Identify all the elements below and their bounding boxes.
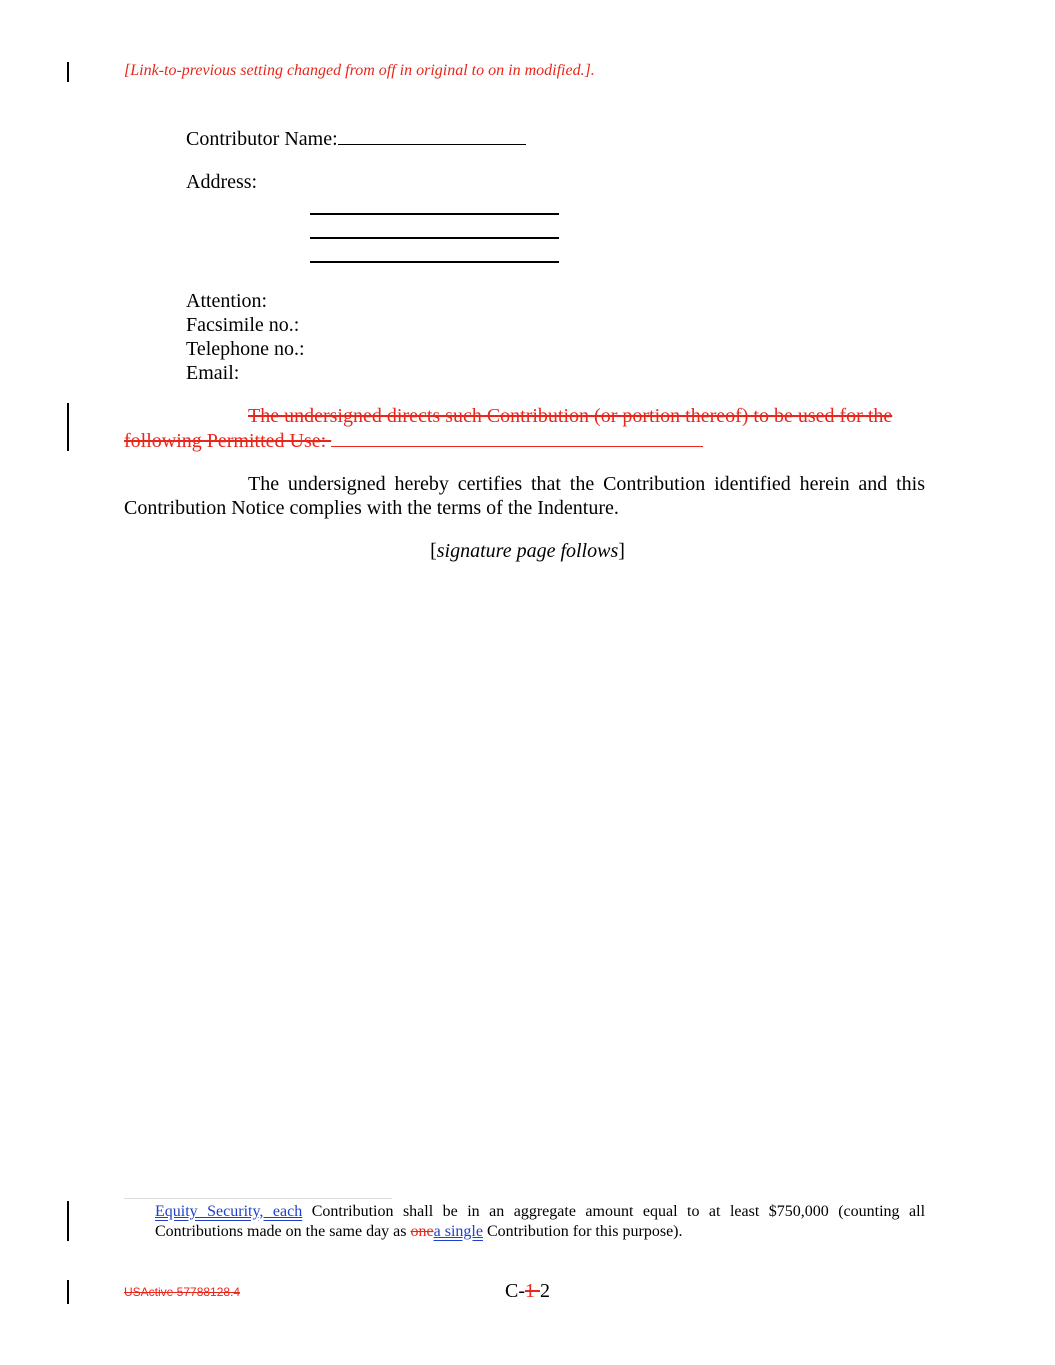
address-line-2 bbox=[310, 237, 559, 239]
change-bar-header bbox=[67, 62, 69, 82]
permitted-use-blank bbox=[331, 428, 703, 447]
footnote bbox=[155, 1202, 925, 1242]
deleted-paragraph-line-2: following Permitted Use: bbox=[124, 430, 332, 452]
footnote-text-2: Contribution for this purpose). bbox=[482, 1223, 683, 1240]
certification-paragraph bbox=[124, 472, 925, 520]
deleted-paragraph-line-1: The undersigned directs such Contribution (or portion thereof) to be used for the bbox=[248, 405, 893, 427]
email-label: Email: bbox=[186, 362, 240, 384]
footnote-text-1: Contribution shall be in an aggregate amount equal to at least $750,000 (counting all Contributions made on the same day as bbox=[155, 1203, 926, 1240]
contributor-name-blank bbox=[338, 125, 526, 145]
page-number-current: 2 bbox=[540, 1280, 550, 1302]
signature-follows-text: signature page follows bbox=[436, 540, 619, 562]
page-number: C-1 2 bbox=[505, 1280, 550, 1302]
certification-line-1: The undersigned hereby certifies that the Contribution identified herein and this bbox=[248, 473, 925, 495]
deleted-permitted-use-paragraph bbox=[124, 404, 925, 453]
attention-label: Attention: bbox=[186, 290, 268, 312]
change-bar-footnote bbox=[67, 1201, 69, 1241]
footnote-inserted-lead: Equity Security, each bbox=[155, 1203, 303, 1220]
footnote-separator bbox=[124, 1198, 392, 1199]
document-id: USActive 57788128.4 bbox=[124, 1285, 241, 1299]
change-bar-deleted-paragraph bbox=[67, 403, 69, 451]
footnote-inserted-word: a single bbox=[433, 1223, 483, 1240]
facsimile-label: Facsimile no.: bbox=[186, 314, 300, 336]
contributor-name-field bbox=[186, 125, 526, 151]
footnote-deleted-word: one bbox=[410, 1223, 434, 1240]
signature-page-follows: [signature page follows] bbox=[430, 540, 625, 562]
address-label: Address: bbox=[186, 171, 258, 193]
address-line-3 bbox=[310, 261, 559, 263]
telephone-label: Telephone no.: bbox=[186, 338, 305, 360]
certification-line-2: Contribution Notice complies with the terms of the Indenture. bbox=[124, 497, 619, 519]
contact-fields bbox=[186, 289, 305, 385]
link-to-previous-note: [Link-to-previous setting changed from off in original to on in modified.]. bbox=[124, 62, 595, 79]
contributor-name-label: Contributor Name: bbox=[186, 128, 338, 150]
address-line-1 bbox=[310, 213, 559, 215]
page-number-deleted: 1 bbox=[525, 1280, 540, 1302]
